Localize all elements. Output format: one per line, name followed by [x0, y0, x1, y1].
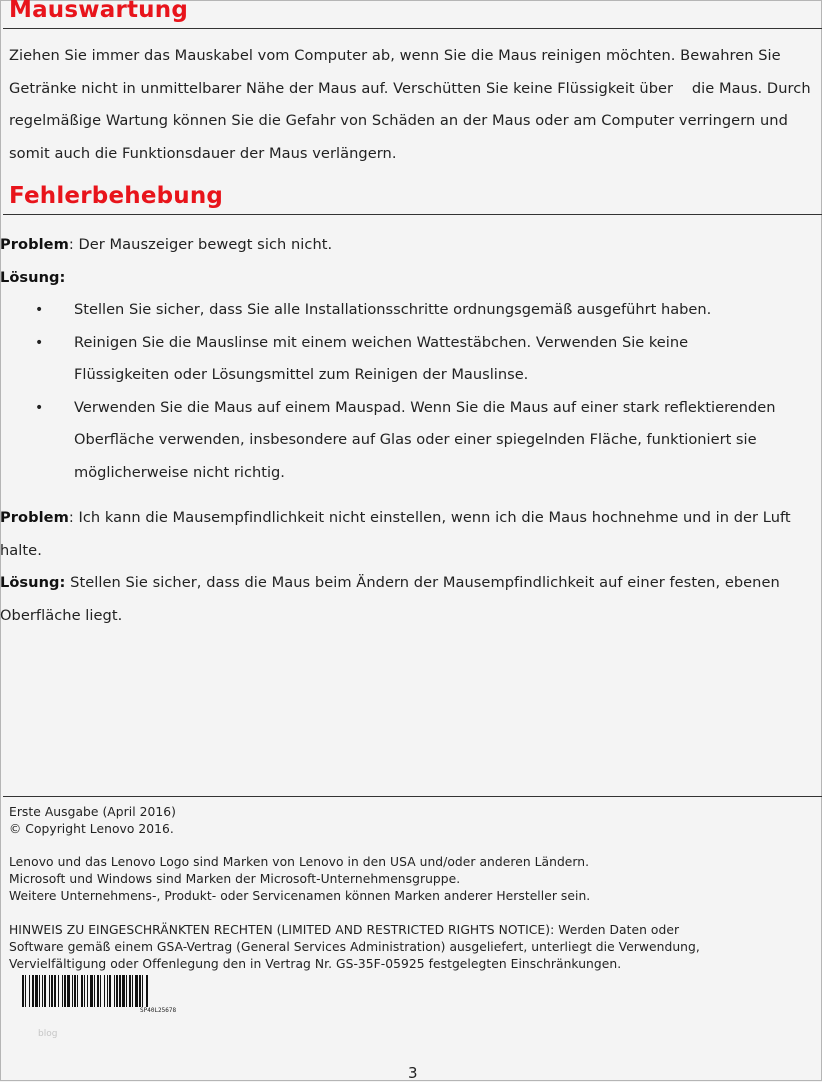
- list-item: [0, 327, 794, 392]
- notice-line: Software gemäß einem GSA-Vertrag (General Services Administration) ausgeliefert, unterliegt die Verwendung,: [9, 939, 700, 954]
- barcode-bar: [129, 975, 131, 1007]
- section-rule: [3, 28, 822, 29]
- barcode-bar: [67, 975, 70, 1007]
- barcode-bar: [135, 975, 138, 1007]
- barcode-bar: [44, 975, 46, 1007]
- barcode-bar: [54, 975, 56, 1007]
- barcode-bar: [58, 975, 59, 1007]
- paragraph-line: Getränke nicht in unmittelbarer Nähe der Maus auf. Verschütten Sie keine Flüssigkeit über die Maus. Durch: [9, 79, 811, 97]
- barcode-number: SP40L25678: [140, 1007, 177, 1013]
- problem-text: : Der Mauszeiger bewegt sich nicht.: [68, 236, 333, 253]
- barcode-image: [22, 975, 254, 1013]
- barcode-bar: [104, 975, 105, 1007]
- solution-text: Stellen Sie sicher, dass die Maus beim Ändern der Mausempfindlichkeit auf einer festen, ebenen: [65, 574, 780, 591]
- barcode-bar: [126, 975, 127, 1007]
- barcode-bar: [74, 975, 76, 1007]
- list-item: [0, 392, 794, 490]
- list-item-line: Oberfläche verwenden, insbesondere auf Glas oder einer spiegelnden Fläche, funktioniert sie: [74, 431, 757, 448]
- barcode-bar: [100, 975, 101, 1007]
- trademark-line: Microsoft und Windows sind Marken der Microsoft-Unternehmensgruppe.: [9, 871, 461, 886]
- notice-line: HINWEIS ZU EINGESCHRÄNKTEN RECHTEN (LIMITED AND RESTRICTED RIGHTS NOTICE): Werden Daten oder: [9, 923, 680, 937]
- section-rule: [3, 214, 822, 215]
- problem-text: halte.: [0, 541, 42, 559]
- solution-text: Oberfläche liegt.: [0, 606, 123, 624]
- barcode-bars: [22, 975, 148, 1007]
- solution-label: Lösung:: [0, 268, 66, 286]
- list-item-line: Stellen Sie sicher, dass Sie alle Installationsschritte ordnungsgemäß ausgeführt haben.: [74, 301, 712, 318]
- problem-label: Problem: [0, 236, 69, 253]
- barcode-bar: [90, 975, 93, 1007]
- barcode-bar: [114, 975, 115, 1007]
- footer-rule: [3, 796, 822, 797]
- list-item-line: möglicherweise nicht richtig.: [74, 463, 285, 481]
- bullet-icon: •: [35, 334, 44, 351]
- barcode-bar: [64, 975, 66, 1007]
- barcode-bar: [22, 975, 24, 1007]
- barcode-bar: [42, 975, 43, 1007]
- edition-text: Erste Ausgabe (April 2016): [9, 805, 176, 819]
- maintenance-paragraph: [9, 40, 811, 170]
- barcode-bar: [51, 975, 53, 1007]
- barcode-bar: [139, 975, 141, 1007]
- barcode-bar: [119, 975, 121, 1007]
- section-title-maintenance: Mauswartung: [9, 0, 188, 23]
- paragraph-line: regelmäßige Wartung können Sie die Gefahr von Schäden an der Maus oder am Computer verringern und: [9, 112, 788, 129]
- rights-notice: [9, 922, 700, 972]
- section-title-troubleshooting: Fehlerbehebung: [9, 183, 224, 209]
- trademark-block: [9, 854, 590, 904]
- barcode-bar: [146, 975, 148, 1007]
- solution-list: [0, 294, 794, 489]
- trademark-line: Weitere Unternehmens-, Produkt- oder Servicenamen können Marken anderer Hersteller sein.: [9, 888, 591, 903]
- barcode-bar: [39, 975, 40, 1007]
- barcode-bar: [62, 975, 63, 1007]
- barcode-bar: [77, 975, 78, 1007]
- barcode-bar: [97, 975, 99, 1007]
- barcode-bar: [84, 975, 85, 1007]
- barcode-bar: [81, 975, 83, 1007]
- bullet-icon: •: [35, 302, 44, 318]
- barcode-bar: [25, 975, 26, 1007]
- trademark-line: Lenovo und das Lenovo Logo sind Marken von Lenovo in den USA und/oder anderen Ländern.: [9, 855, 590, 869]
- barcode-bar: [109, 975, 111, 1007]
- barcode-bar: [87, 975, 88, 1007]
- paragraph-line: Ziehen Sie immer das Mauskabel vom Computer ab, wenn Sie die Maus reinigen möchten. Bewahren Sie: [9, 47, 781, 64]
- barcode-bar: [132, 975, 133, 1007]
- bullet-icon: •: [35, 399, 44, 416]
- list-item-line: Flüssigkeiten oder Lösungsmittel zum Reinigen der Mauslinse.: [74, 366, 529, 383]
- notice-line: Vervielfältigung oder Offenlegung den in Vertrag Nr. GS-35F-05925 festgelegten Einschränkungen.: [9, 956, 622, 971]
- list-item-line: Verwenden Sie die Maus auf einem Mauspad. Wenn Sie die Maus auf einer stark reflektierenden: [74, 398, 776, 416]
- barcode-bar: [32, 975, 34, 1007]
- barcode-bar: [107, 975, 108, 1007]
- barcode-bar: [122, 975, 125, 1007]
- barcode-bar: [142, 975, 143, 1007]
- watermark-text: blog: [38, 1029, 58, 1039]
- solution-label: Lösung:: [0, 574, 66, 591]
- problem-text: : Ich kann die Mausempfindlichkeit nicht einstellen, wenn ich die Maus hochnehme und in der Luft: [68, 509, 791, 526]
- copyright-text: © Copyright Lenovo 2016.: [9, 821, 174, 836]
- barcode-bar: [29, 975, 30, 1007]
- barcode-bar: [94, 975, 95, 1007]
- barcode-bar: [72, 975, 73, 1007]
- barcode-bar: [35, 975, 38, 1007]
- page-number: 3: [408, 1064, 418, 1082]
- barcode-bar: [49, 975, 50, 1007]
- problem-1: [0, 229, 332, 294]
- list-item-line: Reinigen Sie die Mauslinse mit einem weichen Wattestäbchen. Verwenden Sie keine: [74, 333, 689, 351]
- barcode-bar: [116, 975, 118, 1007]
- problem-label: Problem: [0, 509, 69, 526]
- edition-block: [9, 804, 176, 838]
- problem-2: [0, 502, 791, 632]
- list-item: [0, 294, 794, 327]
- paragraph-line: somit auch die Funktionsdauer der Maus verlängern.: [9, 144, 397, 162]
